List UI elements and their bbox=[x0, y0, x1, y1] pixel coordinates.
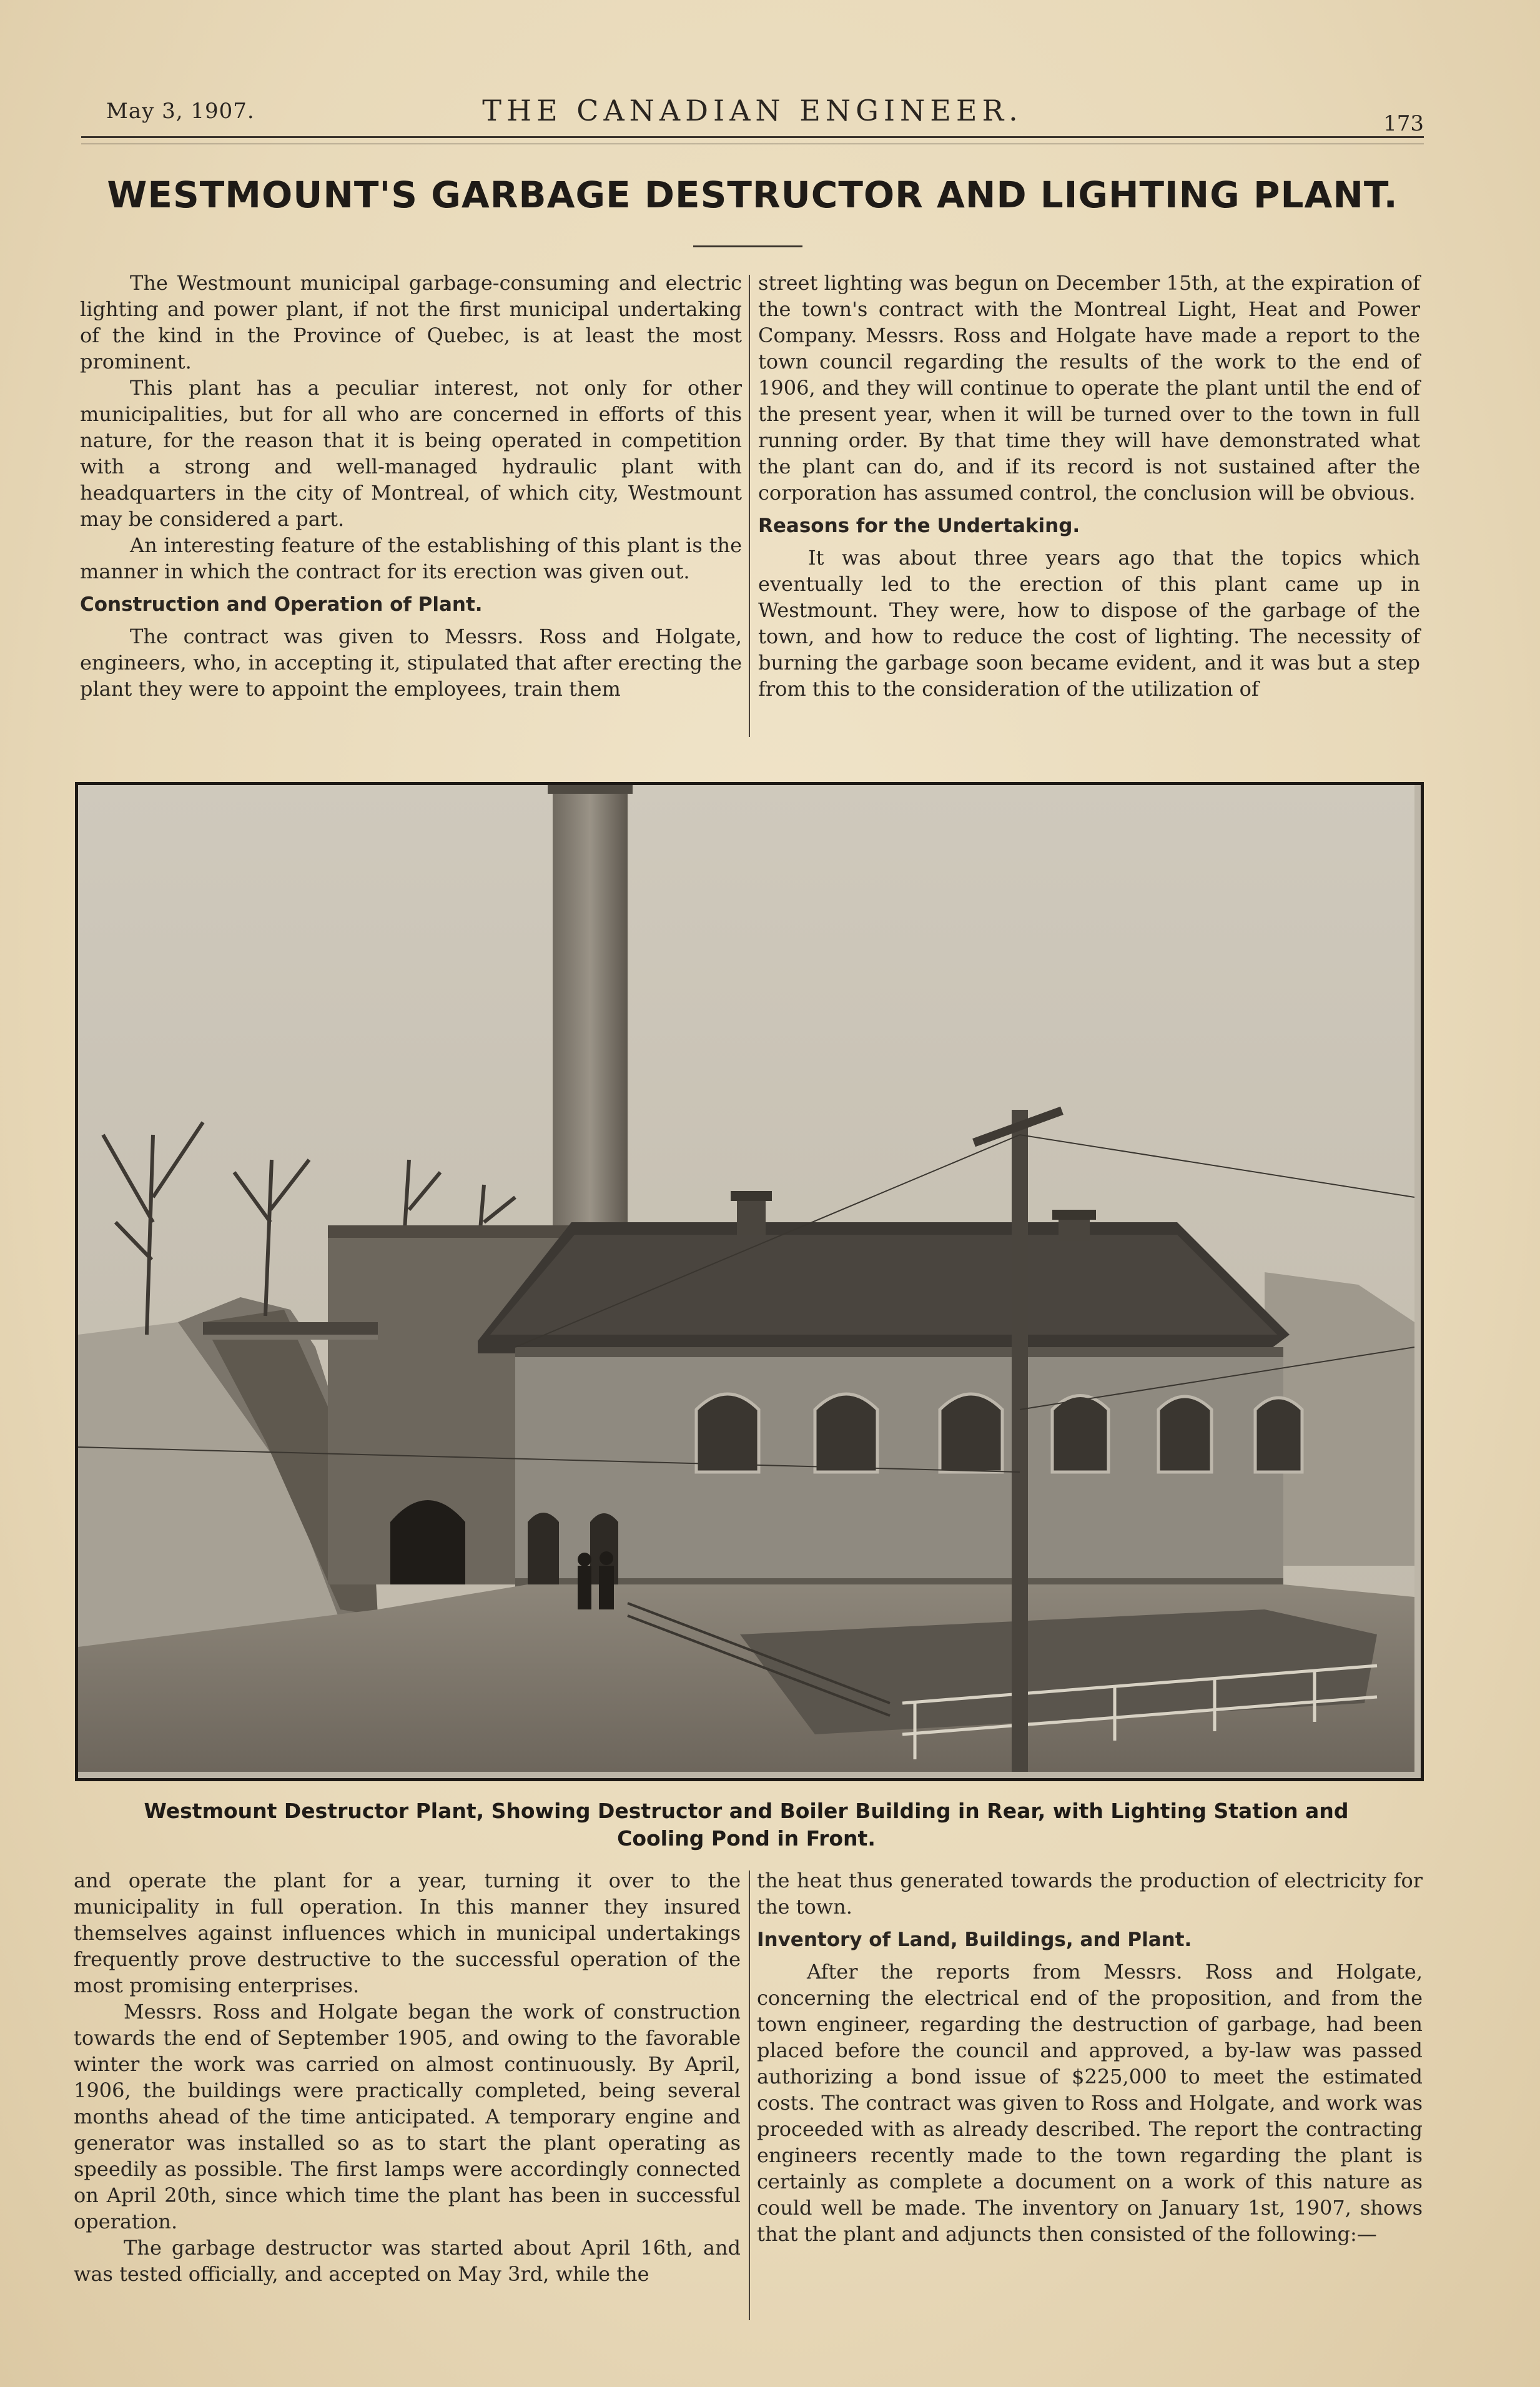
paragraph: The garbage destructor was started about April 16th, and was tested officially, and accepted on May 3rd, while the bbox=[74, 2236, 741, 2286]
caption-line: Westmount Destructor Plant, Showing Destructor and Boiler Building in Rear, with Lighting Station and bbox=[144, 1799, 1349, 1823]
paragraph: street lighting was begun on December 15th, at the expiration of the town's contract with the Montreal Light, Heat and Power Company. Messrs. Ross and Holgate have made a report to the town council regarding the results of the work to the end of 1906, and they will continue to operate the plant until the end of the present year, when it will be turned over to the town in full running order. By that time they will have demonstrated what the plant can do, and if its record is not sustained after the corporation has assumed control, the conclusion will be obvious. bbox=[758, 271, 1420, 505]
column-top-right bbox=[758, 270, 1420, 702]
section-heading: Construction and Operation of Plant. bbox=[80, 593, 483, 616]
paragraph: An interesting feature of the establishing of this plant is the manner in which the contract for its erection was given out. bbox=[80, 533, 742, 583]
issue-date: May 3, 1907. bbox=[106, 99, 255, 124]
column-divider bbox=[749, 275, 750, 737]
paragraph: The Westmount municipal garbage-consuming and electric lighting and power plant, if not the first municipal undertaking of the kind in the Province of Quebec, is at least the most prominent. bbox=[80, 271, 742, 373]
column-bottom-right bbox=[757, 1867, 1423, 2247]
title-divider bbox=[693, 245, 802, 247]
plant-photograph bbox=[75, 782, 1424, 1781]
photo-caption bbox=[81, 1797, 1411, 1852]
section-heading: Inventory of Land, Buildings, and Plant. bbox=[757, 1929, 1192, 1951]
section-heading: Reasons for the Undertaking. bbox=[758, 515, 1080, 537]
column-divider bbox=[749, 1871, 750, 2320]
page-number: 173 bbox=[1383, 111, 1424, 136]
paragraph: and operate the plant for a year, turning it over to the municipality in full operation. In this manner they insured themselves against influences which in municipal undertakings frequently prove destructive to the successful operation of the most promising enterprises. bbox=[74, 1869, 741, 1997]
journal-name: THE CANADIAN ENGINEER. bbox=[482, 94, 1023, 127]
paragraph: Messrs. Ross and Holgate began the work of construction towards the end of September 1905, and owing to the favorable winter the work was carried on almost continuously. By April, 1906, the buildings were practically completed, being several months ahead of the time anticipated. A temporary engine and generator was installed so as to start the plant operating as speedily as possible. The first lamps were accordingly connected on April 20th, since which time the plant has been in successful operation. bbox=[74, 2000, 741, 2233]
article-title: WESTMOUNT'S GARBAGE DESTRUCTOR AND LIGHTING PLANT. bbox=[107, 174, 1398, 216]
paragraph: After the reports from Messrs. Ross and Holgate, concerning the electrical end of the proposition, and from the town engineer, regarding the destruction of garbage, had been placed before the council and approved, a by-law was passed authorizing a bond issue of $225,000 to meet the estimated costs. The contract was given to Ross and Holgate, and work was proceeded with as already described. The report the contracting engineers recently made to the town regarding the plant is certainly as complete a document on a work of this nature as could well be made. The inventory on January 1st, 1907, shows that the plant and adjuncts then consisted of the following:— bbox=[757, 1960, 1423, 2246]
paragraph: It was about three years ago that the topics which eventually led to the erection of this plant came up in Westmount. They were, how to dispose of the garbage of the town, and how to reduce the cost of lighting. The necessity of burning the garbage soon became evident, and it was but a step from this to the consideration of the utilization of bbox=[758, 546, 1420, 701]
column-bottom-left bbox=[74, 1867, 741, 2287]
paragraph: This plant has a peculiar interest, not only for other municipalities, but for all who are concerned in efforts of this nature, for the reason that it is being operated in competition with a strong and well-managed hydraulic plant with headquarters in the city of Montreal, of which city, Westmount may be considered a part. bbox=[80, 376, 742, 531]
running-header bbox=[81, 94, 1424, 137]
paragraph: The contract was given to Messrs. Ross and Holgate, engineers, who, in accepting it, stipulated that after erecting the plant they were to appoint the employees, train them bbox=[80, 625, 742, 701]
column-top-left bbox=[80, 270, 742, 702]
header-rule-thick bbox=[81, 136, 1424, 138]
paragraph: the heat thus generated towards the production of electricity for the town. bbox=[757, 1869, 1423, 1919]
caption-line: Cooling Pond in Front. bbox=[617, 1826, 876, 1851]
